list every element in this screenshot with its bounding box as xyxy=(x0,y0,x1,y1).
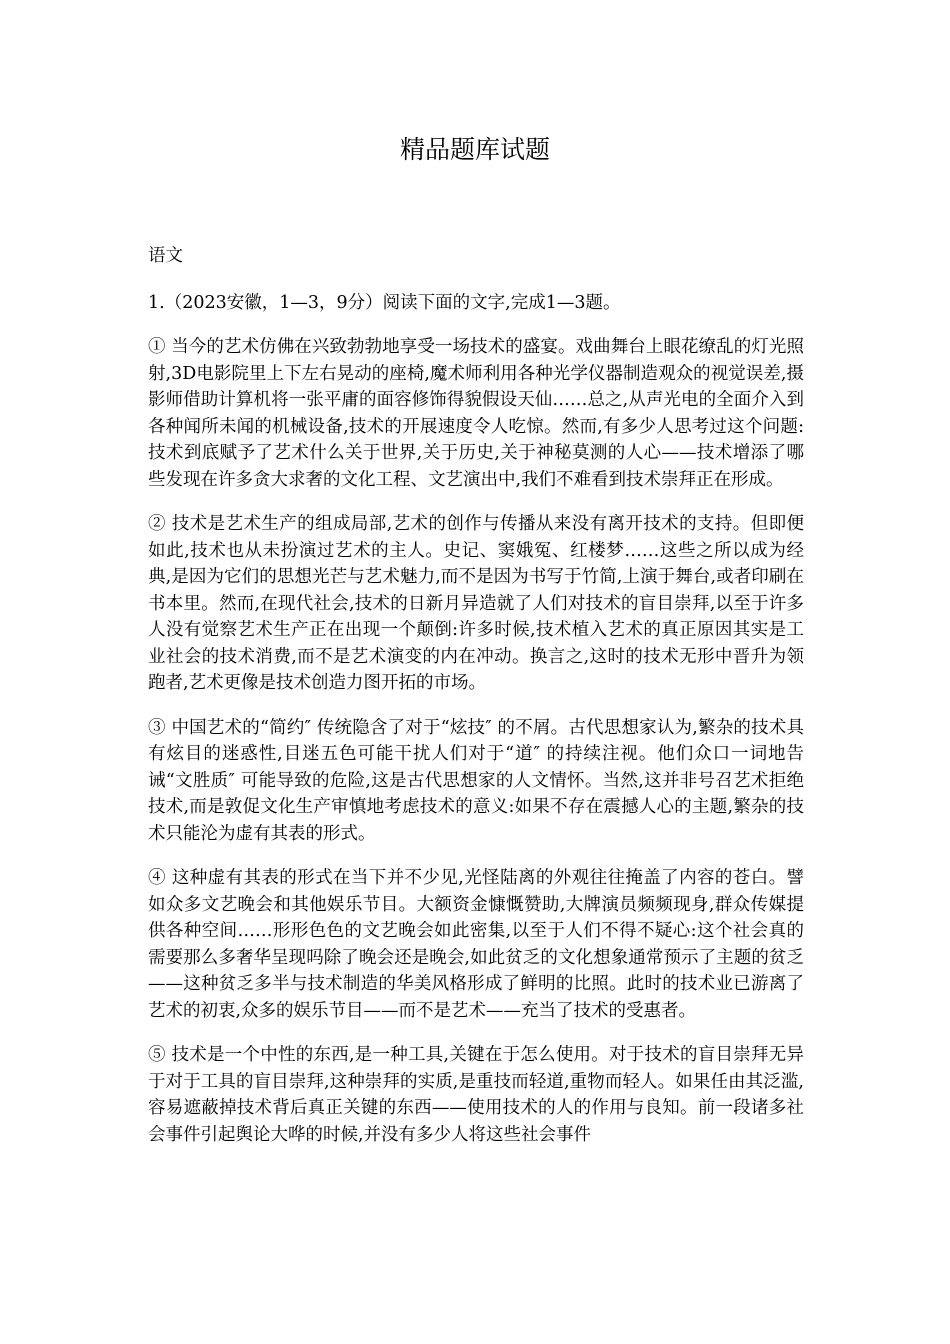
paragraph-4: ④ 这种虚有其表的形式在当下并不少见,光怪陆离的外观往往掩盖了内容的苍白。譬如众多文艺晚会和其他娱乐节目。大额资金慷慨赞助,大牌演员频频现身,群众传媒提供各种空间……形形色色的文艺晚会如此密集,以至于人们不得不疑心:这个社会真的需要那么多奢华呈现吗除了晚会还是晚会,如此贫乏的文化想象通常预示了主题的贫乏——这种贫乏多半与技术制造的华美风格形成了鲜明的比照。此时的技术业已游离了艺术的初衷,众多的娱乐节目——而不是艺术——充当了技术的受惠者。 xyxy=(148,868,804,1021)
paragraph-2: ② 技术是艺术生产的组成局部,艺术的创作与传播从来没有离开技术的支持。但即便如此,技术也从未扮演过艺术的主人。史记、窦娥冤、红楼梦……这些之所以成为经典,是因为它们的思想光芒与艺术魅力,而不是因为书写于竹简,上演于舞台,或者印刷在书本里。然而,在现代社会,技术的日新月异造就了人们对技术的盲目崇拜,以至于许多人没有觉察艺术生产正在出现一个颠倒:许多时候,技术植入艺术的真正原因其实是工业社会的技术消费,而不是艺术演变的内在冲动。换言之,这时的技术无形中晋升为领跑者,艺术更像是技术创造力图开拓的市场。 xyxy=(148,514,804,693)
paragraph-1: ① 当今的艺术仿佛在兴致勃勃地享受一场技术的盛宴。戏曲舞台上眼花缭乱的灯光照射,3D电影院里上下左右晃动的座椅,魔术师利用各种光学仪器制造观众的视觉误差,摄影师借助计算机将一张平庸的面容修饰得貌假设天仙……总之,从声光电的全面介入到各种闻所未闻的机械设备,技术的开展速度令人吃惊。然而,有多少人思考过这个问题:技术到底赋予了艺术什么关于世界,关于历史,关于神秘莫测的人心——技术增添了哪些发现在许多贪大求奢的文化工程、文艺演出中,我们不难看到技术崇拜正在形成。 xyxy=(148,337,804,490)
subject-label: 语文 xyxy=(148,246,183,266)
question-heading: 1.（2023安徽，1—3，9分）阅读下面的文字,完成1—3题。 xyxy=(148,292,621,313)
page-title: 精品题库试题 xyxy=(399,135,550,164)
document-body xyxy=(148,243,804,1166)
paragraph-3: ③ 中国艺术的“简约″ 传统隐含了对于“炫技″ 的不屑。古代思想家认为,繁杂的技术具有炫目的迷惑性,目迷五色可能干扰人们对于“道″ 的持续注视。他们众口一词地告诫“文胜质″ 可能导致的危险,这是古代思想家的人文情怀。当然,这并非号召艺术拒绝技术,而是敦促文化生产审慎地考虑技术的意义:如果不存在震撼人心的主题,繁杂的技术只能沦为虚有其表的形式。 xyxy=(148,717,804,844)
paragraph-5: ⑤ 技术是一个中性的东西,是一种工具,关键在于怎么使用。对于技术的盲目崇拜无异于对于工具的盲目崇拜,这种崇拜的实质,是重技而轻道,重物而轻人。如果任由其泛滥,容易遮蔽掉技术背后真正关键的东西——使用技术的人的作用与良知。前一段诸多社会事件引起舆论大哗的时候,并没有多少人将这些社会事件 xyxy=(148,1045,804,1145)
